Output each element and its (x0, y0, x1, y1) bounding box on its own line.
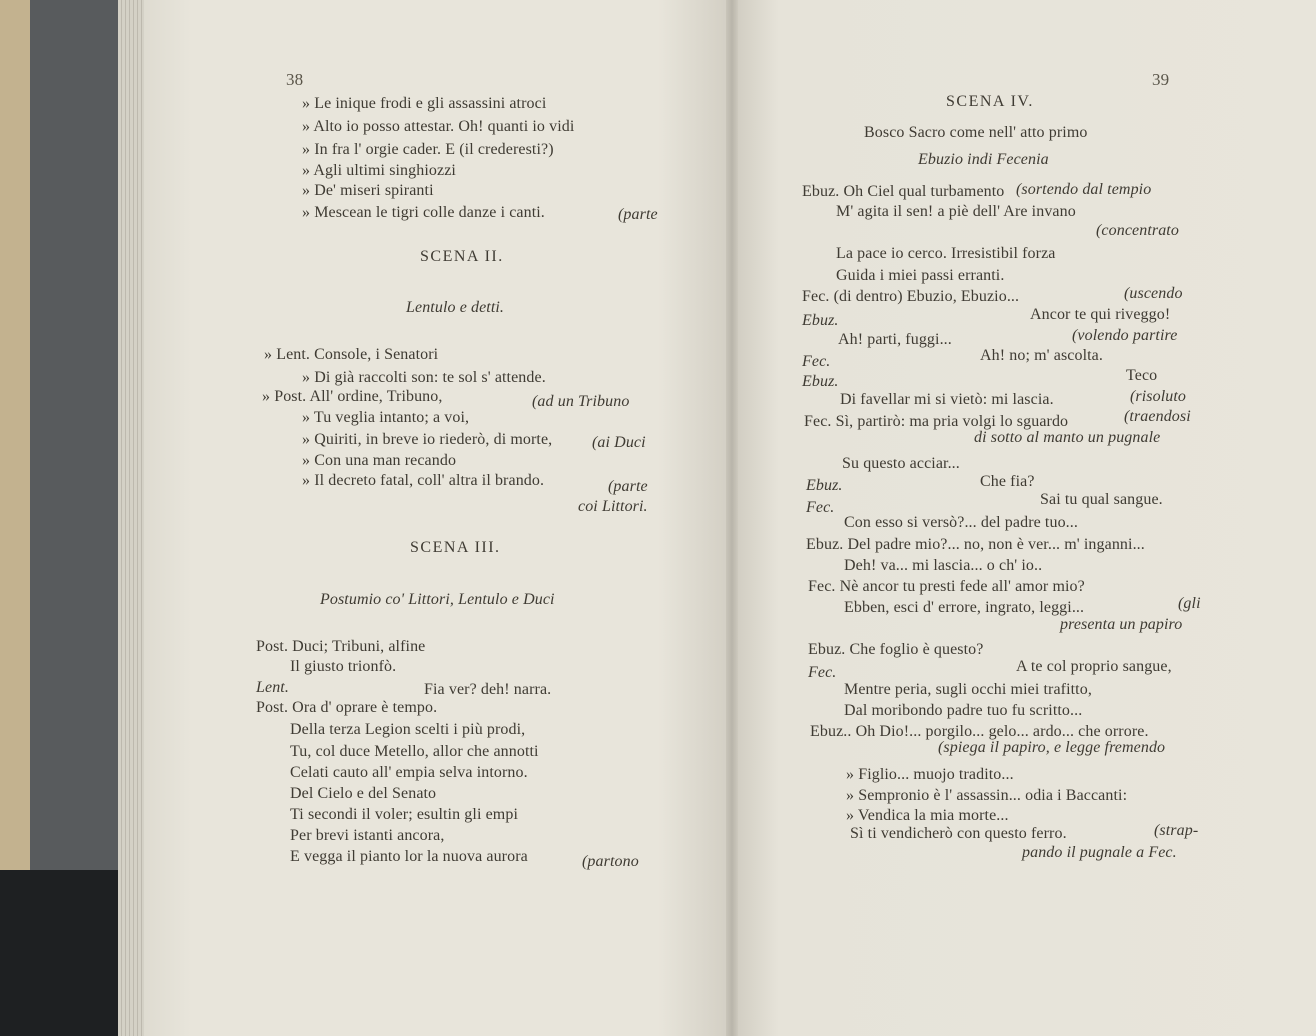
stage-direction: (ad un Tribuno (532, 393, 630, 410)
stage-direction: presenta un papiro (1060, 616, 1183, 633)
stage-direction: (parte (618, 206, 658, 223)
verse-line: La pace io cerco. Irresistibil forza (836, 245, 1056, 262)
verse-line: Ancor te qui riveggo! (1030, 306, 1171, 323)
speaker-label: Ebuz. (802, 373, 839, 390)
verse-line: Ebuz.. Oh Dio!... porgilo... gelo... ardo... che orrore. (810, 723, 1149, 740)
verse-line: » Di già raccolti son: te sol s' attende. (302, 369, 546, 386)
stage-direction: (gli (1178, 595, 1201, 612)
verse-line: Ebuz. Del padre mio?... no, non è ver... m' inganni... (806, 536, 1145, 553)
stage-direction: (spiega il papiro, e legge fremendo (938, 739, 1166, 756)
verse-line: » In fra l' orgie cader. E (il crederesti?) (302, 141, 554, 158)
verse-line: Fec. (di dentro) Ebuzio, Ebuzio... (802, 288, 1020, 305)
book-spine (726, 0, 738, 1036)
verse-line: Tu, col duce Metello, allor che annotti (290, 743, 539, 760)
verse-line: E vegga il pianto lor la nuova aurora (290, 848, 528, 865)
verse-line: Post. Duci; Tribuni, alfine (256, 638, 426, 655)
verse-line: Su questo acciar... (842, 455, 960, 472)
stage-direction: di sotto al manto un pugnale (974, 429, 1161, 446)
verse-line: Che fia? (980, 473, 1035, 490)
verse-line: » Con una man recando (302, 452, 457, 469)
verse-line: Fec. Nè ancor tu presti fede all' amor mio? (808, 578, 1085, 595)
verse-line: Sì ti vendicherò con questo ferro. (850, 825, 1067, 842)
verse-line: » Post. All' ordine, Tribuno, (262, 388, 443, 405)
scene-heading: SCENA III. (410, 539, 501, 556)
scene-setting: Bosco Sacro come nell' atto primo (864, 124, 1088, 141)
verse-line: Ah! no; m' ascolta. (980, 347, 1103, 364)
speaker-label: Ebuz. (806, 477, 843, 494)
verse-line: Ebben, esci d' errore, ingrato, leggi... (844, 599, 1085, 616)
stage-direction: (ai Duci (592, 434, 646, 451)
page-edges (118, 0, 144, 1036)
speaker-label: Fec. (802, 353, 831, 370)
verse-line: » Tu veglia intanto; a voi, (302, 409, 470, 426)
stage-direction: (risoluto (1130, 388, 1187, 405)
verse-line: A te col proprio sangue, (1016, 658, 1172, 675)
page-number-right: 39 (1152, 70, 1170, 89)
verse-line: » Il decreto fatal, coll' altra il brando. (302, 472, 545, 489)
scene-characters: Lentulo e detti. (406, 299, 505, 316)
verse-line: » Lent. Console, i Senatori (264, 346, 439, 363)
scene-heading: SCENA IV. (946, 93, 1034, 110)
verse-line: Sai tu qual sangue. (1040, 491, 1163, 508)
speaker-label: Ebuz. (802, 312, 839, 329)
verse-line: Ebuz. Oh Ciel qual turbamento (802, 183, 1005, 200)
page-number-left: 38 (286, 70, 304, 89)
verse-line: » Le inique frodi e gli assassini atroci (302, 95, 547, 112)
verse-line: Mentre peria, sugli occhi miei trafitto, (844, 681, 1092, 698)
verse-line: » Vendica la mia morte... (846, 807, 1009, 824)
verse-line: Guida i miei passi erranti. (836, 267, 1005, 284)
background-board (30, 0, 122, 870)
background-dark-corner (0, 870, 130, 1036)
speaker-label: Fec. (806, 499, 835, 516)
verse-line: Con esso si versò?... del padre tuo... (844, 514, 1078, 531)
speaker-label: Fec. (808, 664, 837, 681)
verse-line: » Mescean le tigri colle danze i canti. (302, 204, 545, 221)
verse-line: » De' miseri spiranti (302, 182, 434, 199)
verse-line: Fia ver? deh! narra. (424, 681, 552, 698)
verse-line: Fec. Sì, partirò: ma pria volgi lo sguardo (804, 413, 1069, 430)
verse-line: » Sempronio è l' assassin... odia i Baccanti: (846, 787, 1128, 804)
verse-line: Deh! va... mi lascia... o ch' io.. (844, 557, 1043, 574)
verse-line: Celati cauto all' empia selva intorno. (290, 764, 528, 781)
verse-line: Dal moribondo padre tuo fu scritto... (844, 702, 1083, 719)
verse-line: Ebuz. Che foglio è questo? (808, 641, 984, 658)
verse-line: Teco (1126, 367, 1158, 384)
verse-line: M' agita il sen! a piè dell' Are invano (836, 203, 1076, 220)
verse-line: » Agli ultimi singhiozzi (302, 162, 456, 179)
scene-heading: SCENA II. (420, 248, 504, 265)
verse-line: Del Cielo e del Senato (290, 785, 437, 802)
verse-line: Il giusto trionfò. (290, 658, 397, 675)
verse-line: » Quiriti, in breve io riederò, di morte, (302, 431, 553, 448)
stage-direction: (concentrato (1096, 222, 1179, 239)
stage-direction: (strap- (1154, 822, 1199, 839)
verse-line: Per brevi istanti ancora, (290, 827, 445, 844)
stage-direction: (sortendo dal tempio (1016, 181, 1152, 198)
stage-direction: (traendosi (1124, 408, 1191, 425)
verse-line: Ah! parti, fuggi... (838, 331, 952, 348)
verse-line: » Figlio... muojo tradito... (846, 766, 1014, 783)
speaker-label: Lent. (256, 679, 289, 696)
scene-characters: Ebuzio indi Fecenia (918, 151, 1049, 168)
stage-direction: (uscendo (1124, 285, 1183, 302)
stage-direction: (partono (582, 853, 639, 870)
verse-line: Di favellar mi si vietò: mi lascia. (840, 391, 1054, 408)
stage-direction: pando il pugnale a Fec. (1022, 844, 1177, 861)
verse-line: Post. Ora d' oprare è tempo. (256, 699, 438, 716)
scene-characters: Postumio co' Littori, Lentulo e Duci (320, 591, 555, 608)
verse-line: Della terza Legion scelti i più prodi, (290, 721, 526, 738)
background-table (0, 0, 32, 870)
stage-direction: (volendo partire (1072, 327, 1178, 344)
verse-line: » Alto io posso attestar. Oh! quanti io vidi (302, 118, 575, 135)
stage-direction: (parte (608, 478, 648, 495)
verse-line: Ti secondi il voler; esultin gli empi (290, 806, 518, 823)
stage-direction: coi Littori. (578, 498, 648, 515)
